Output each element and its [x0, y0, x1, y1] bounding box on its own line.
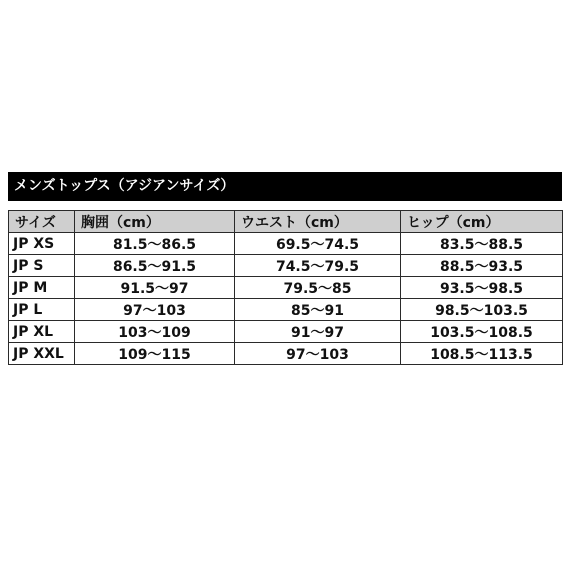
waist-cell: 91～97 — [235, 321, 401, 343]
size-cell: JP XXL — [9, 343, 75, 365]
table-row — [9, 233, 563, 255]
table-title: メンズトップス（アジアンサイズ） — [8, 172, 562, 201]
chest-cell: 86.5～91.5 — [75, 255, 235, 277]
chest-cell: 103～109 — [75, 321, 235, 343]
header-row — [9, 211, 563, 233]
header-size: サイズ — [9, 211, 75, 233]
table-row — [9, 321, 563, 343]
size-chart-table — [8, 210, 563, 365]
hip-cell: 88.5～93.5 — [401, 255, 563, 277]
size-cell: JP S — [9, 255, 75, 277]
size-cell: JP L — [9, 299, 75, 321]
chest-cell: 97～103 — [75, 299, 235, 321]
hip-cell: 103.5～108.5 — [401, 321, 563, 343]
waist-cell: 97～103 — [235, 343, 401, 365]
waist-cell: 85～91 — [235, 299, 401, 321]
waist-cell: 69.5～74.5 — [235, 233, 401, 255]
hip-cell: 108.5～113.5 — [401, 343, 563, 365]
table-row — [9, 299, 563, 321]
chest-cell: 109～115 — [75, 343, 235, 365]
chest-cell: 81.5～86.5 — [75, 233, 235, 255]
waist-cell: 79.5～85 — [235, 277, 401, 299]
table-row — [9, 255, 563, 277]
hip-cell: 93.5～98.5 — [401, 277, 563, 299]
hip-cell: 83.5～88.5 — [401, 233, 563, 255]
waist-cell: 74.5～79.5 — [235, 255, 401, 277]
size-cell: JP M — [9, 277, 75, 299]
header-hip: ヒップ（cm） — [401, 211, 563, 233]
header-chest: 胸囲（cm） — [75, 211, 235, 233]
chest-cell: 91.5～97 — [75, 277, 235, 299]
table-row — [9, 277, 563, 299]
hip-cell: 98.5～103.5 — [401, 299, 563, 321]
size-cell: JP XL — [9, 321, 75, 343]
header-waist: ウエスト（cm） — [235, 211, 401, 233]
size-cell: JP XS — [9, 233, 75, 255]
table-row — [9, 343, 563, 365]
